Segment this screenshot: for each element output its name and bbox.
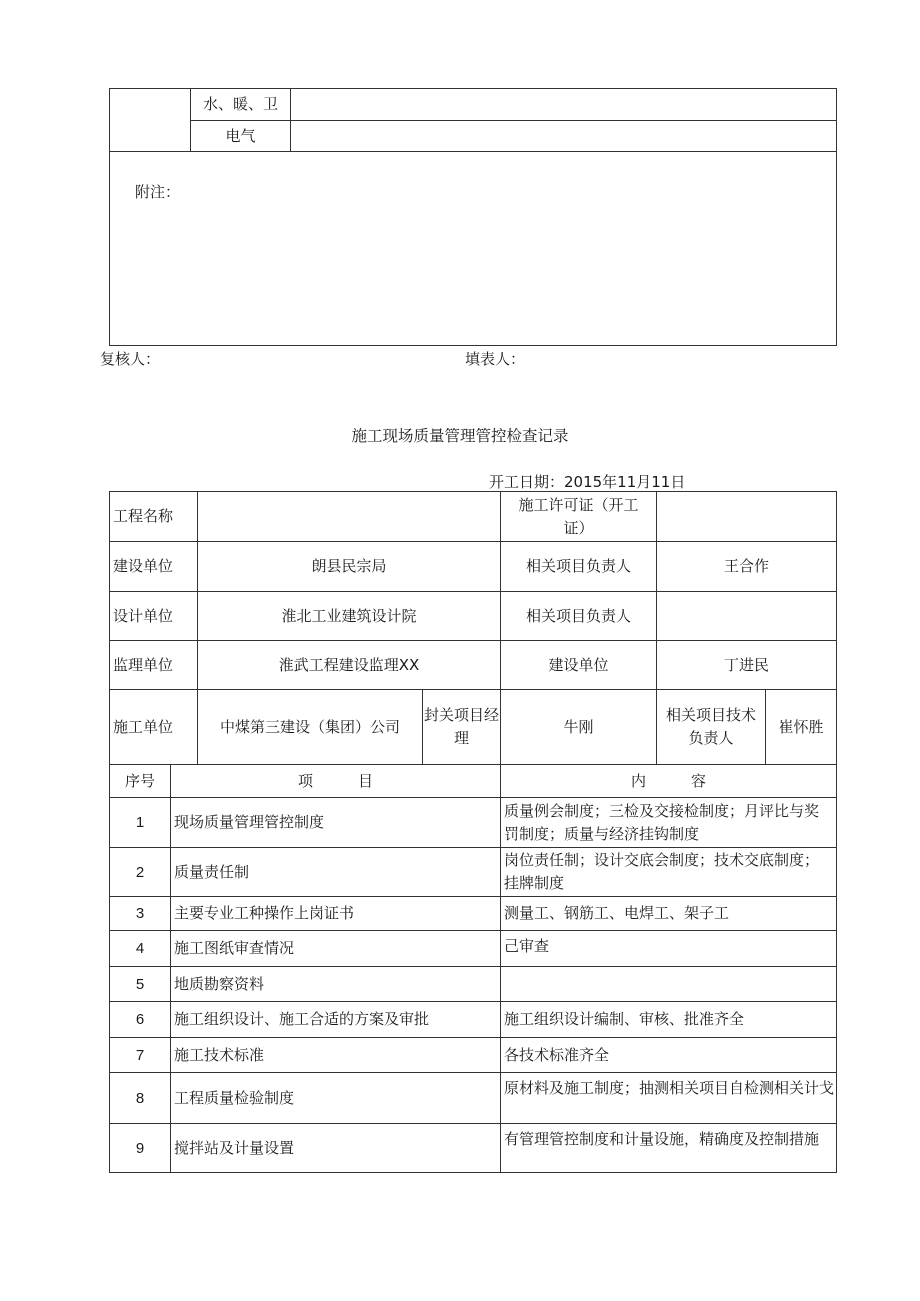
- divider: [109, 151, 836, 152]
- design-person-label: 相关项目负责人: [525, 606, 631, 625]
- row-number: 3: [135, 905, 145, 922]
- row-number: 9: [135, 1139, 145, 1157]
- row-item: 地质勘察资料: [174, 974, 265, 993]
- row-item: 施工组织设计、施工合适的方案及审批: [174, 1010, 430, 1028]
- row-content: 己审查: [504, 937, 550, 955]
- row-content: 质量例会制度；三检及交接检制度；月评比与奖罚制度；质量与经济挂钩制度: [504, 801, 820, 843]
- row-content: 各技术标准齐全: [504, 1045, 610, 1064]
- design-person-value: [657, 592, 836, 640]
- row-number: 1: [135, 814, 145, 831]
- design-unit-value: 淮北工业建筑设计院: [281, 606, 417, 625]
- project-name-value: [198, 492, 500, 541]
- row-content: 施工组织设计编制、审核、批准齐全: [504, 1010, 745, 1028]
- row-item: 主要专业工种操作上岗证书: [174, 904, 355, 922]
- supervision-unit-label: 监理单位: [113, 655, 174, 674]
- electrical-label: 电气: [225, 126, 256, 145]
- build-person-label: 相关项目负责人: [525, 557, 631, 575]
- row-item: 质量责任制: [174, 862, 250, 881]
- row-item: 施工技术标准: [174, 1045, 265, 1064]
- project-manager-value: 牛刚: [563, 717, 594, 736]
- row-number: 2: [135, 863, 145, 881]
- row-item: 搅拌站及计量设置: [174, 1138, 295, 1157]
- permit-value: [657, 492, 836, 541]
- supervision-unit-value: 淮武工程建设监理XX: [278, 655, 420, 674]
- build-person-value: 王合作: [723, 557, 769, 575]
- build-unit-label: 建设单位: [113, 557, 174, 575]
- row-number: 5: [135, 975, 145, 993]
- col-header-number: 序号: [124, 771, 155, 790]
- col-header-content: 内 容: [630, 771, 706, 790]
- row-content: 岗位责任制；设计交底会制度；技术交底制度；挂牌制度: [504, 851, 820, 892]
- row-content: [501, 967, 836, 1001]
- row-number: 8: [135, 1089, 145, 1107]
- project-manager-label: 封关项目经理: [424, 706, 500, 747]
- construction-unit-value: 中煤第三建设（集团）公司: [219, 717, 400, 736]
- tech-lead-value: 崔怀胜: [778, 717, 824, 736]
- row-content: 原材料及施工制度；抽测相关项目自检测相关计戈: [504, 1079, 835, 1097]
- row-item: 施工图纸审查情况: [174, 939, 295, 957]
- document-title: 施工现场质量管理管控检查记录: [351, 427, 569, 445]
- project-name-label: 工程名称: [113, 507, 174, 525]
- supervision-person-value: 丁进民: [723, 655, 769, 674]
- row-number: 7: [135, 1046, 145, 1064]
- filler-label: 填表人：: [465, 350, 526, 368]
- start-date: 开工日期：2015年11月11日: [489, 473, 686, 491]
- col-header-item: 项 目: [297, 771, 373, 790]
- remarks-label: 附注：: [135, 183, 181, 201]
- reviewer-label: 复核人：: [100, 350, 161, 368]
- row-number: 6: [135, 1011, 145, 1028]
- row-content: 测量工、钢筋工、电焊工、架子工: [504, 904, 730, 922]
- row-content: 有管理管控制度和计量设施，精确度及控制措施: [504, 1130, 820, 1148]
- row-item: 工程质量检验制度: [174, 1088, 295, 1107]
- supervision-person-label: 建设单位: [548, 655, 609, 674]
- row-item: 现场质量管理管控制度: [174, 813, 325, 831]
- permit-label: 施工许可证（开工证）: [518, 495, 639, 537]
- design-unit-label: 设计单位: [113, 606, 174, 625]
- water-heating-sanitary-label: 水、暖、卫: [202, 95, 278, 113]
- construction-unit-label: 施工单位: [113, 717, 174, 736]
- tech-lead-label: 相关项目技术负责人: [665, 706, 756, 747]
- build-unit-value: 朗县民宗局: [311, 557, 387, 575]
- row-number: 4: [135, 940, 145, 957]
